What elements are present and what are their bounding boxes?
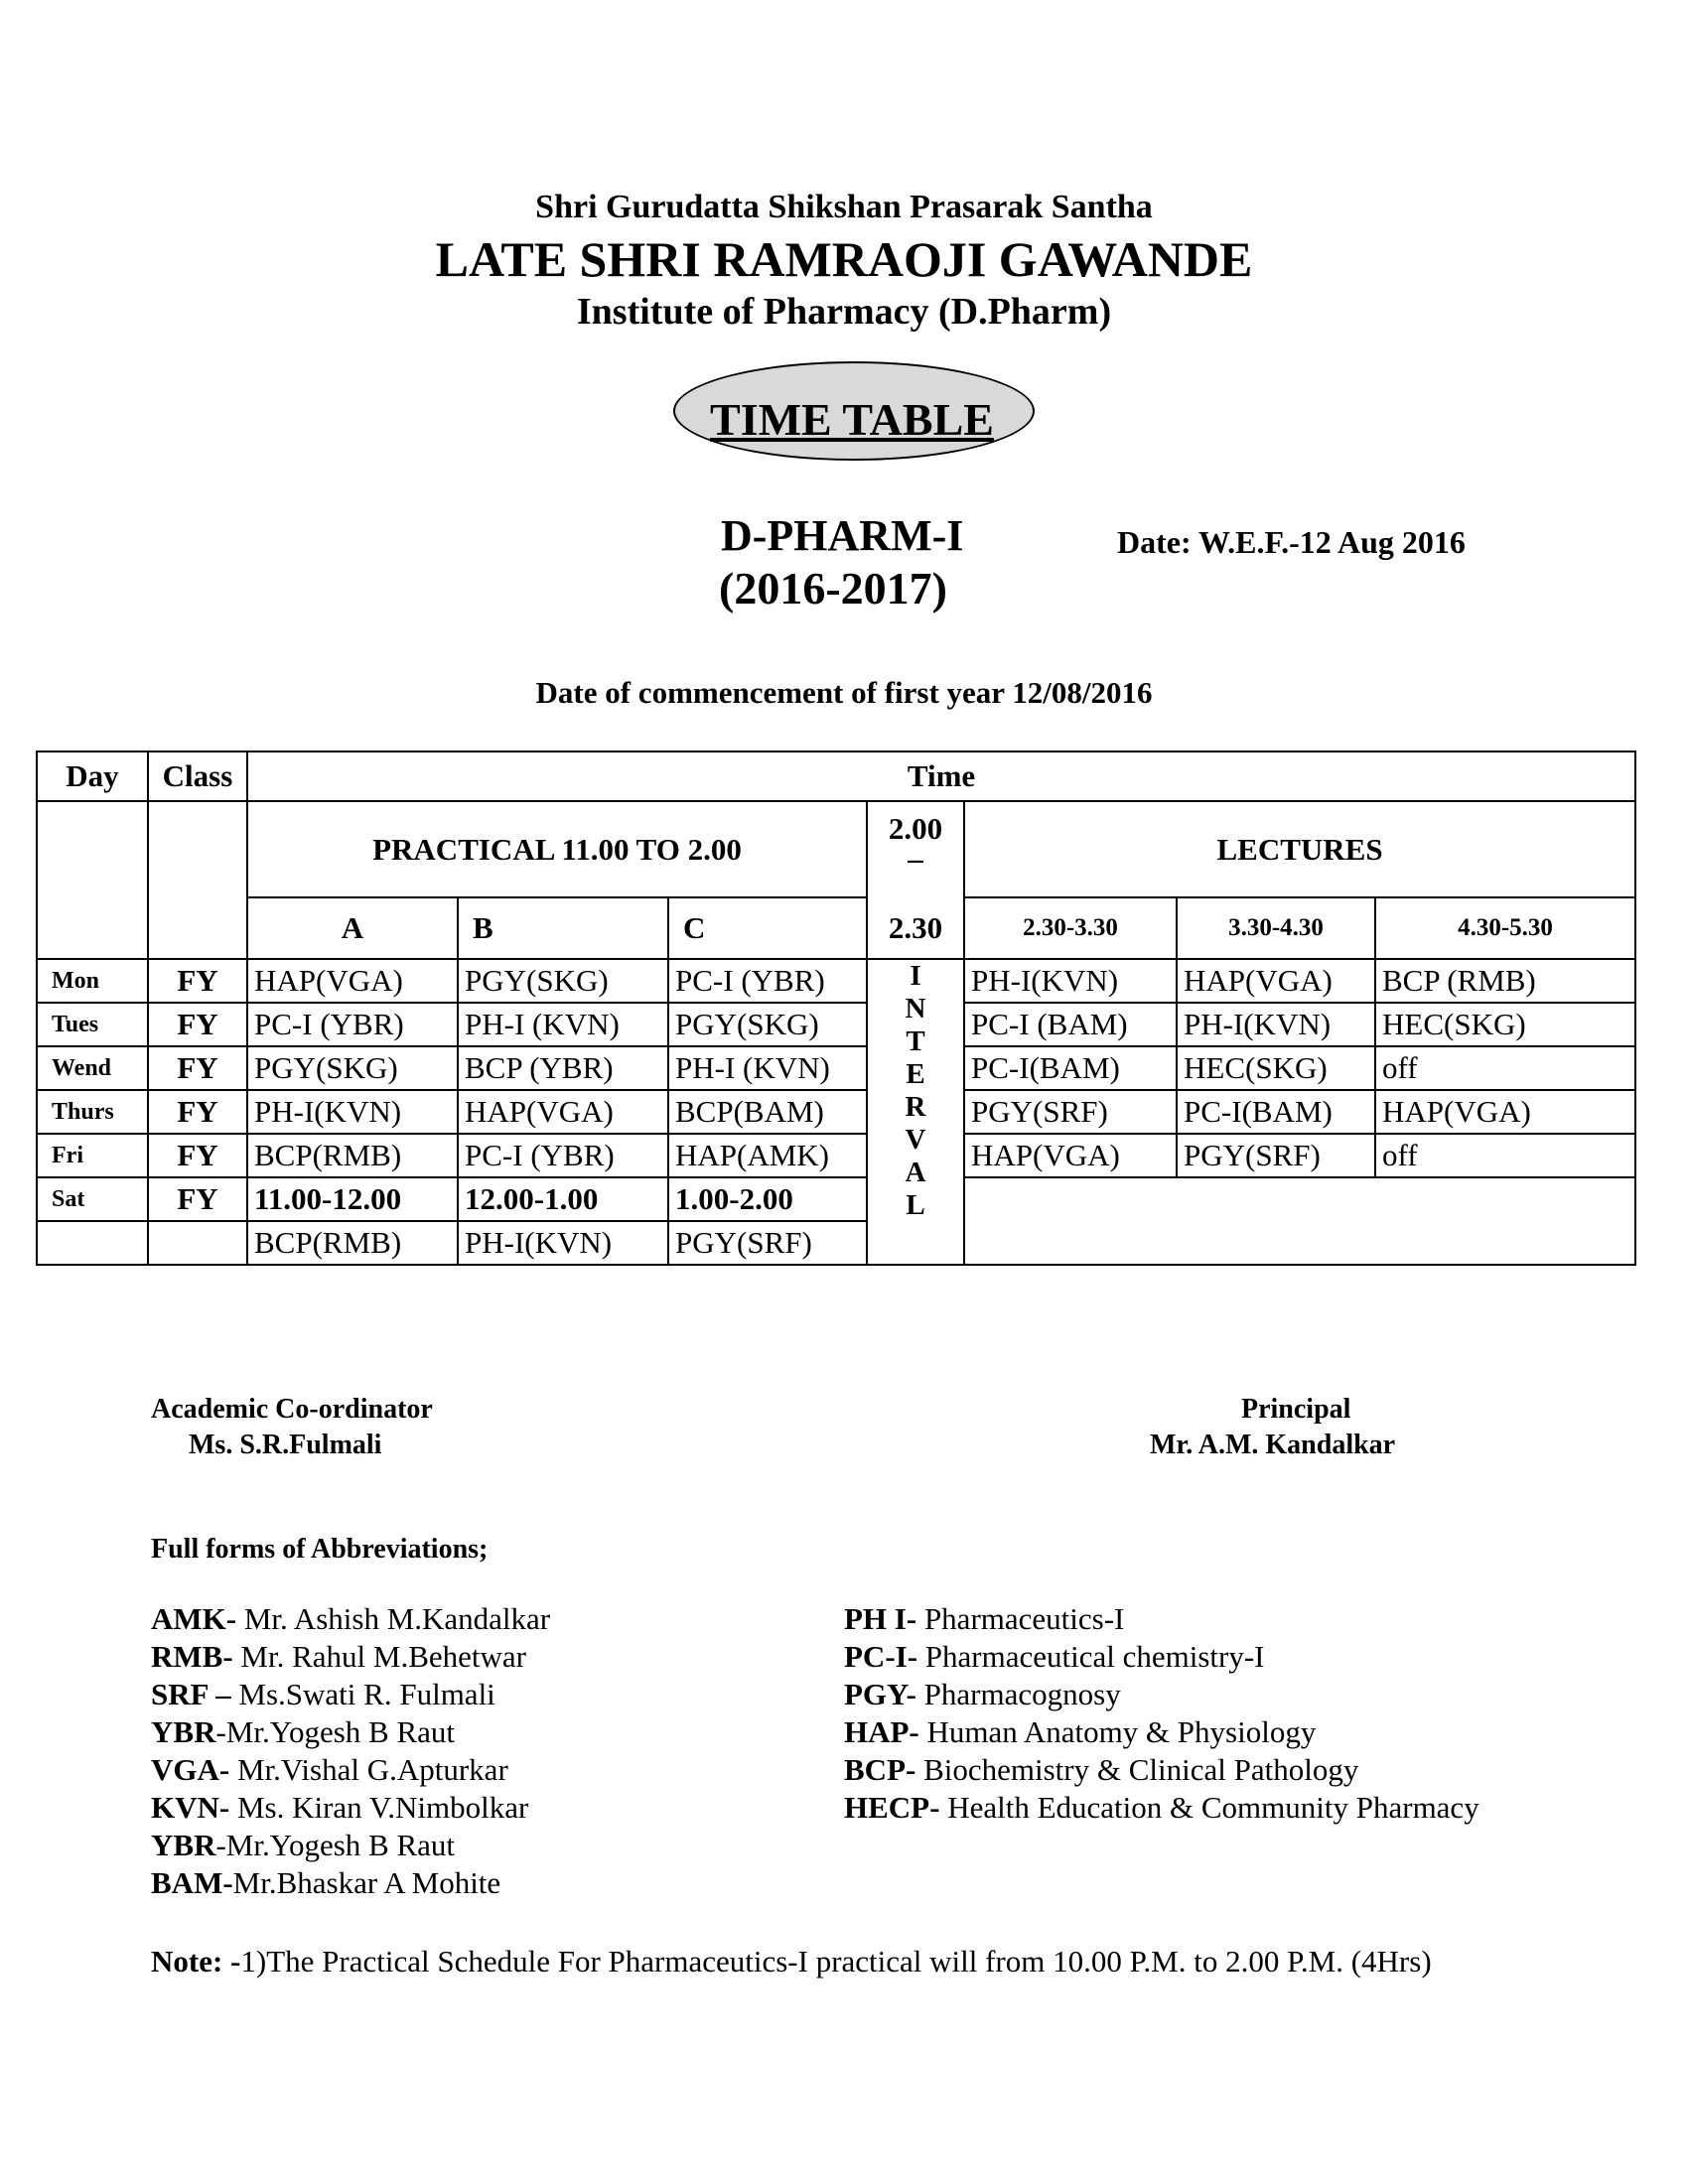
practical-b-cell: BCP (YBR) [458, 1046, 668, 1090]
interval-letter: I [910, 960, 921, 992]
header-day-blank [37, 801, 148, 959]
lecture-1-cell: PGY(SRF) [964, 1090, 1177, 1134]
interval-letter: A [905, 1157, 926, 1188]
sat-slot-1: 11.00-12.00 [247, 1177, 458, 1221]
practical-a-cell: HAP(VGA) [247, 959, 458, 1003]
abbreviation-item: BCP- Biochemistry & Clinical Pathology [844, 1752, 1359, 1787]
abbreviation-item: SRF – Ms.Swati R. Fulmali [151, 1677, 495, 1711]
principal-name: Mr. A.M. Kandalkar [1150, 1430, 1396, 1460]
abbreviation-item: YBR-Mr.Yogesh B Raut [151, 1828, 456, 1862]
abbreviation-item: RMB- Mr. Rahul M.Behetwar [151, 1639, 526, 1674]
lecture-2-cell: HAP(VGA) [1177, 959, 1375, 1003]
practical-a-cell: BCP(RMB) [247, 1134, 458, 1177]
batch-b-header: B [458, 897, 668, 959]
lecture-slot-2: 3.30-4.30 [1177, 897, 1375, 959]
practical-c-cell: BCP(BAM) [668, 1090, 867, 1134]
interval-column [867, 959, 964, 1265]
institute-subtitle: Institute of Pharmacy (D.Pharm) [576, 291, 1112, 333]
day-cell: Wend [37, 1046, 148, 1090]
lecture-2-cell: PH-I(KVN) [1177, 1003, 1375, 1046]
timetable [36, 751, 1636, 1266]
day-cell: Mon [37, 959, 148, 1003]
class-cell: FY [148, 1134, 247, 1177]
abbreviation-item: PC-I- Pharmaceutical chemistry-I [844, 1639, 1265, 1674]
batch-c-header: C [668, 897, 867, 959]
class-cell: FY [148, 1046, 247, 1090]
practical-b-cell: PH-I (KVN) [458, 1003, 668, 1046]
organization-name: Shri Gurudatta Shikshan Prasarak Santha [535, 189, 1153, 225]
lecture-3-cell: off [1375, 1046, 1635, 1090]
abbreviations-title: Full forms of Abbreviations; [151, 1534, 489, 1565]
interval-letter: T [906, 1025, 925, 1057]
day-cell: Sat [37, 1177, 148, 1221]
abbreviation-item: AMK- Mr. Ashish M.Kandalkar [151, 1601, 551, 1636]
abbreviation-item: PH I- Pharmaceutics-I [844, 1601, 1125, 1636]
sat-subject-1: BCP(RMB) [247, 1221, 458, 1265]
class-cell: FY [148, 1003, 247, 1046]
abbreviation-item: PGY- Pharmacognosy [844, 1677, 1121, 1711]
abbreviation-item: YBR-Mr.Yogesh B Raut [151, 1714, 456, 1749]
table-row [37, 959, 1635, 1003]
day-cell: Tues [37, 1003, 148, 1046]
lecture-3-cell: HEC(SKG) [1375, 1003, 1635, 1046]
interval-start: 2.00 [888, 811, 943, 846]
sat-lecture-blank [964, 1177, 1635, 1265]
table-row [37, 1090, 1635, 1134]
practical-b-cell: HAP(VGA) [458, 1090, 668, 1134]
header-day: Day [37, 751, 148, 801]
institute-name: LATE SHRI RAMRAOJI GAWANDE [435, 231, 1253, 287]
practical-c-cell: HAP(AMK) [668, 1134, 867, 1177]
note-text: 1)The Practical Schedule For Pharmaceutics-I practical will from 10.00 P.M. to 2.00 P.M. (4Hrs) [240, 1944, 1432, 1979]
lecture-2-cell: PGY(SRF) [1177, 1134, 1375, 1177]
interval-dash: – [908, 841, 923, 876]
sat-subject-2: PH-I(KVN) [458, 1221, 668, 1265]
commencement-date: Date of commencement of first year 12/08/2016 [535, 675, 1153, 710]
lecture-3-cell: HAP(VGA) [1375, 1090, 1635, 1134]
table-row [37, 1003, 1635, 1046]
lecture-3-cell: off [1375, 1134, 1635, 1177]
interval-letter: N [905, 993, 926, 1024]
abbreviations-staff-list [151, 1600, 550, 1902]
lecture-2-cell: PC-I(BAM) [1177, 1090, 1375, 1134]
lecture-1-cell: PC-I (BAM) [964, 1003, 1177, 1046]
practical-c-cell: PGY(SKG) [668, 1003, 867, 1046]
practical-a-cell: PH-I(KVN) [247, 1090, 458, 1134]
sat-subject-3: PGY(SRF) [668, 1221, 867, 1265]
interval-time-top [867, 801, 964, 897]
day-cell-blank [37, 1221, 148, 1265]
day-cell: Fri [37, 1134, 148, 1177]
table-row [37, 1046, 1635, 1090]
practical-c-cell: PH-I (KVN) [668, 1046, 867, 1090]
footnote [151, 1944, 1432, 1979]
class-cell: FY [148, 959, 247, 1003]
lecture-1-cell: HAP(VGA) [964, 1134, 1177, 1177]
interval-letter: L [906, 1189, 925, 1221]
sat-slot-3: 1.00-2.00 [668, 1177, 867, 1221]
abbreviation-item: HECP- Health Education & Community Pharmacy [844, 1790, 1479, 1825]
practical-a-cell: PC-I (YBR) [247, 1003, 458, 1046]
interval-end: 2.30 [867, 897, 964, 959]
lecture-2-cell: HEC(SKG) [1177, 1046, 1375, 1090]
practical-b-cell: PC-I (YBR) [458, 1134, 668, 1177]
lecture-1-cell: PC-I(BAM) [964, 1046, 1177, 1090]
abbreviation-item: BAM-Mr.Bhaskar A Mohite [151, 1865, 501, 1900]
academic-year: (2016-2017) [719, 563, 947, 614]
practical-c-cell: PC-I (YBR) [668, 959, 867, 1003]
sat-slot-2: 12.00-1.00 [458, 1177, 668, 1221]
header-class-blank [148, 801, 247, 959]
header-class: Class [148, 751, 247, 801]
principal-title: Principal [1241, 1394, 1351, 1425]
lecture-3-cell: BCP (RMB) [1375, 959, 1635, 1003]
coordinator-name: Ms. S.R.Fulmali [189, 1430, 382, 1460]
abbreviation-item: KVN- Ms. Kiran V.Nimbolkar [151, 1790, 529, 1825]
header-time: Time [247, 751, 1635, 801]
batch-a-header: A [247, 897, 458, 959]
abbreviation-item: HAP- Human Anatomy & Physiology [844, 1714, 1317, 1749]
lecture-1-cell: PH-I(KVN) [964, 959, 1177, 1003]
class-cell-blank [148, 1221, 247, 1265]
class-cell: FY [148, 1090, 247, 1134]
table-row [37, 1134, 1635, 1177]
practical-header: PRACTICAL 11.00 TO 2.00 [247, 801, 867, 897]
lecture-slot-1: 2.30-3.30 [964, 897, 1177, 959]
abbreviations-subject-list [844, 1600, 1479, 1827]
note-label: Note: - [151, 1944, 241, 1979]
coordinator-title: Academic Co-ordinator [151, 1394, 433, 1425]
interval-letter: V [905, 1124, 926, 1156]
document-title: TIME TABLE [710, 394, 994, 445]
interval-letter: R [905, 1091, 926, 1123]
table-row-sat-slots [37, 1177, 1635, 1221]
abbreviation-item: VGA- Mr.Vishal G.Apturkar [151, 1752, 508, 1787]
interval-letter: E [906, 1058, 925, 1090]
lectures-header: LECTURES [964, 801, 1635, 897]
day-cell: Thurs [37, 1090, 148, 1134]
lecture-slot-3: 4.30-5.30 [1375, 897, 1635, 959]
practical-a-cell: PGY(SKG) [247, 1046, 458, 1090]
practical-b-cell: PGY(SKG) [458, 959, 668, 1003]
course-name: D-PHARM-I [721, 511, 964, 560]
class-cell: FY [148, 1177, 247, 1221]
effective-date: Date: W.E.F.-12 Aug 2016 [1117, 524, 1466, 560]
